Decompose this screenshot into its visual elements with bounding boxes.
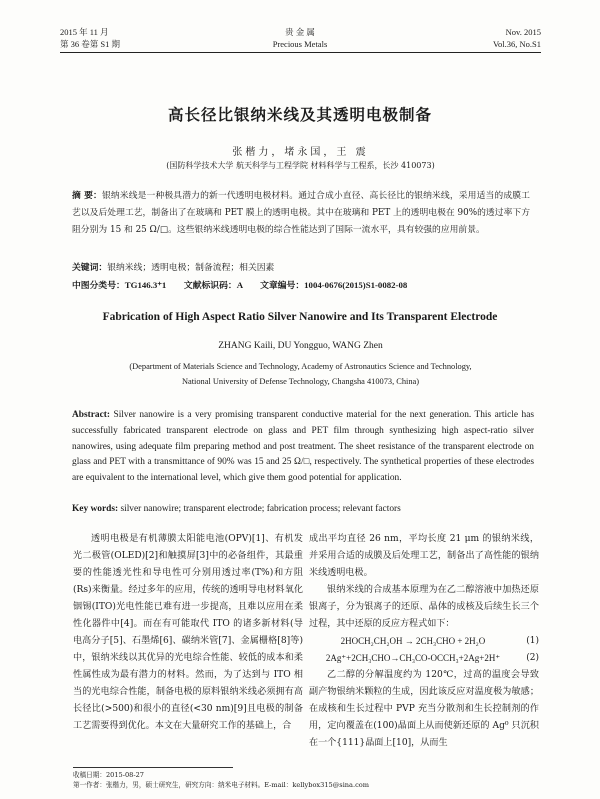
header-date-en: Nov. 2015: [505, 27, 541, 37]
header-rule: [60, 52, 541, 53]
keywords-en-label: Key words:: [72, 504, 119, 514]
equation-1-number: (1): [526, 636, 539, 646]
keywords-cn-label: 关键词：: [72, 263, 108, 273]
keywords-cn-text: 银纳米线；透明电极；制备流程；相关因素: [107, 263, 275, 273]
page-title: 高长径比银纳米线及其透明电极制备: [167, 105, 432, 124]
footnote-author: 第一作者：张楷力，男，硕士研究生，研究方向：纳米电子材料。E-mail：kellybox315@sina.com: [73, 781, 369, 789]
header-volume-cn: 第 36 卷第 S1 期: [60, 39, 120, 49]
authors-cn: 张楷力，堵永国，王 震: [232, 147, 369, 158]
affiliation-en-line-1: (Department of Materials Science and Technology, Academy of Astronautics Science and Technology,: [129, 362, 472, 371]
keywords-cn: [72, 260, 274, 273]
classification-line: 中图分类号：TG146.3⁺1 文献标识码：A 文章编号：1004-0676(2015)S1-0082-08: [72, 280, 408, 290]
body-paragraph: 银纳米线的合成基本原理为在乙二醇溶液中加热还原银离子，分为银离子的还原、晶体的成核及后续生长三个过程，其中还原的反应方程式如下：: [309, 585, 539, 629]
abstract-en-text: Silver nanowire is a very promising transparent conductive material for the next generation. This article has successfully fabricated transparent electrode on glass and PET film through synthesizing high aspect-ratio silver nanowires, using adequate film preparing method and post treatment. The sheet resistance of the transparent electrode on glass and PET with a transmittance of 90% was 15 and 25 Ω/□, respectively. The synthetical properties of these electrodes are equivalent to the international level, which give them good potential for application.: [72, 410, 535, 484]
keywords-en: [72, 504, 401, 514]
body-paragraph: 透明电极是有机薄膜太阳能电池(OPV)[1]、有机发光二极管(OLED)[2]和触摸屏[3]中的必备组件，其最重要的性能透光性和导电性可分别用透过率(T%)和方阻(Rs)来衡量。经过多年的应用，传统的透明导电材料氧化铟锡(ITO)光电性能已难有进一步提高，且难以应用在柔性化器件中[4]。而在有可能取代 ITO 的诸多新材料(导电高分子[5]、石墨烯[6]、碳纳米管[7]、金属栅格[8]等)中，银纳米线以其优异的光电综合性能、较低的成本和柔性属性成为最有潜力的材料。然而，为了达到与 ITO 相当的光电综合性能，制备电极的原料银纳米线必须拥有高长径比(>500)和很小的直径(<30 nm)[9]且电极的制备工艺需要得到优化。本文在大量研究工作的基础上，合: [73, 534, 303, 731]
equation-2: [309, 650, 539, 667]
keywords-en-text: silver nanowire; transparent electrode; fabrication process; relevant factors: [120, 504, 401, 514]
affiliation-en-line-2: National University of Defense Technology, Changsha 410073, China): [181, 377, 420, 386]
abstract-cn-text: 银纳米线是一种极具潜力的新一代透明电极材料。通过合成小直径、高长径比的银纳米线，采用适当的成膜工艺以及后处理工艺，制备出了在玻璃和 PET 膜上的透明电极。其中在玻璃和 PET 上的透明电极在 90%的透过率下方阻分别为 15 和 25 Ω/□。这些银纳米线透明电极的综合性能达到了国际一流水平，具有较强的应用前景。: [72, 191, 530, 235]
header-date-cn: 2015 年 11 月: [60, 27, 109, 37]
header-volume-en: Vol.36, No.S1: [492, 39, 541, 49]
equation-2-formula: 2Ag⁺+2CH₃CHO→CH₃CO-OCCH₃+2Ag+2H⁺: [325, 653, 501, 663]
footnote-rule: [73, 767, 233, 768]
equation-2-number: (2): [526, 653, 539, 663]
authors-en: ZHANG Kaili, DU Yongguo, WANG Zhen: [218, 341, 383, 351]
footnote-received: 收稿日期：2015-08-27: [73, 771, 144, 779]
header-journal-en: Precious Metals: [272, 39, 328, 49]
affiliation-cn: (国防科学技术大学 航天科学与工程学院 材料科学与工程系，长沙 410073): [166, 161, 435, 170]
body-right-column: [309, 531, 539, 752]
body-left-column: [73, 531, 303, 735]
equation-1: [309, 633, 539, 650]
header-journal-cn: 贵 金 属: [285, 27, 315, 37]
abstract-cn-label: 摘 要：: [72, 191, 102, 201]
equation-1-formula: 2HOCH₂CH₂OH → 2CH₃CHO + 2H₂O: [340, 636, 486, 646]
abstract-en-label: Abstract:: [72, 410, 111, 420]
body-paragraph: 成出平均直径 26 nm，平均长度 21 μm 的银纳米线，并采用合适的成膜及后处理工艺，制备出了高性能的银纳米线透明电极。: [309, 534, 539, 578]
abstract-en: [72, 408, 534, 487]
body-paragraph: 乙二醇的分解温度约为 120℃，过高的温度会导致副产物银纳米颗粒的生成，因此该反应对温度极为敏感；在成核和生长过程中 PVP 充当分散剂和生长控制剂的作用，定向覆盖在(100)晶面上从而使新还原的 Ag⁰ 只沉积在一个{111}晶面上[10]，从而生: [309, 670, 539, 748]
affiliation-en: [60, 359, 541, 389]
title-en: Fabrication of High Aspect Ratio Silver Nanowire and Its Transparent Electrode: [102, 311, 498, 323]
abstract-cn: [72, 188, 530, 239]
